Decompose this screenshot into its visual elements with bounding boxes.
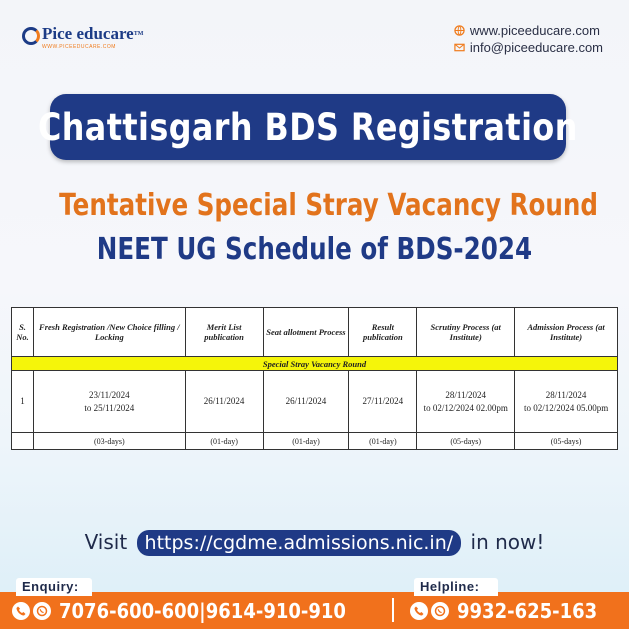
helpline-label: Helpline: <box>414 578 498 596</box>
whatsapp-icon <box>431 602 449 620</box>
duration-row <box>12 433 618 450</box>
contact-website[interactable]: www.piceeducare.com <box>469 23 600 38</box>
logo-trademark: TM <box>133 31 144 37</box>
visit-line <box>0 530 629 556</box>
cell-duration <box>12 433 34 450</box>
logo-text: Pice educare <box>42 24 134 43</box>
table-header-row <box>12 308 618 357</box>
table-header: S. No. <box>12 308 34 357</box>
whatsapp-icon <box>33 602 51 620</box>
enquiry-label: Enquiry: <box>16 578 92 596</box>
cell-duration: (01-day) <box>349 433 417 450</box>
footer-divider <box>392 598 394 622</box>
cell-admission: 28/11/2024 to 02/12/2024 05.00pm <box>515 371 618 433</box>
round-label: Special Stray Vacancy Round <box>12 357 618 371</box>
logo-wordmark <box>42 24 143 50</box>
table-header: Admission Process (at Institute) <box>515 308 618 357</box>
cell-duration: (05-days) <box>515 433 618 450</box>
table-row <box>12 371 618 433</box>
cell-duration: (03-days) <box>33 433 185 450</box>
brand-logo <box>22 24 143 50</box>
enquiry-numbers[interactable]: 7076-600-600|9614-910-910 <box>59 599 346 623</box>
subtitle-schedule: NEET UG Schedule of BDS-2024 <box>96 232 533 267</box>
visit-prefix: Visit <box>84 530 128 554</box>
contact-block <box>454 22 603 56</box>
enquiry-contact[interactable] <box>12 598 378 624</box>
contact-website-row[interactable] <box>454 22 603 39</box>
visit-suffix: in now! <box>470 530 545 554</box>
cell-allotment: 26/11/2024 <box>263 371 349 433</box>
table-header: Seat allotment Process <box>263 308 349 357</box>
cell-merit: 26/11/2024 <box>185 371 263 433</box>
page-title-banner <box>38 94 578 160</box>
cell-scrutiny: 28/11/2024 to 02/12/2024 02.00pm <box>417 371 515 433</box>
cell-result: 27/11/2024 <box>349 371 417 433</box>
phone-icon <box>12 602 30 620</box>
page-title: Chattisgarh BDS Registration <box>38 105 578 149</box>
logo-tagline: WWW.PICEEDUCARE.COM <box>42 44 116 50</box>
cell-duration: (05-days) <box>417 433 515 450</box>
mail-icon <box>454 42 465 53</box>
cell-duration: (01-day) <box>263 433 349 450</box>
phone-icon <box>410 602 428 620</box>
table-header: Scrutiny Process (at Institute) <box>417 308 515 357</box>
contact-email-row[interactable] <box>454 39 603 56</box>
helpline-icons <box>410 602 449 620</box>
schedule-table <box>11 307 618 450</box>
cell-registration: 23/11/2024 to 25/11/2024 <box>33 371 185 433</box>
table-header: Fresh Registration /New Choice filling / Locking <box>33 308 185 357</box>
logo-mark-icon <box>22 27 40 45</box>
subtitle-round: Tentative Special Stray Vacancy Round <box>59 188 599 223</box>
table-header: Result publication <box>349 308 417 357</box>
table-header: Merit List publication <box>185 308 263 357</box>
helpline-number[interactable]: 9932-625-163 <box>457 599 598 623</box>
admission-url-link[interactable]: https://cgdme.admissions.nic.in/ <box>137 530 462 556</box>
enquiry-icons <box>12 602 51 620</box>
contact-email[interactable]: info@piceeducare.com <box>469 40 603 55</box>
cell-sno: 1 <box>12 371 34 433</box>
helpline-contact[interactable] <box>410 598 613 624</box>
globe-icon <box>454 25 465 36</box>
round-label-row <box>12 357 618 371</box>
cell-duration: (01-day) <box>185 433 263 450</box>
